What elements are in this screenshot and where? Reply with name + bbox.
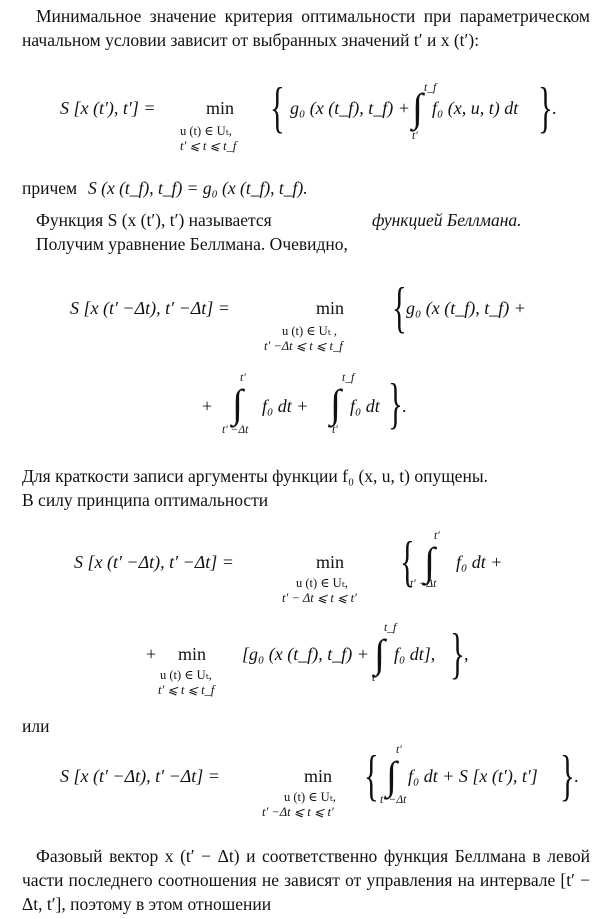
eq2-int2-body: f₀ dt [350,396,380,416]
eq2-body: g₀ (x (t_f), t_f) + [406,298,526,318]
eq2-right-brace: } [388,373,403,435]
eq2-int1-body: f₀ dt + [262,396,309,416]
eq3-int-body: f₀ dt + [456,552,503,572]
eq2-int1-sign: ∫ [232,381,243,426]
eq3-lhs: S [x (t′ −Δt), t′ −Δt] = [74,552,234,572]
eq3-int2-body: f₀ dt], [394,644,436,664]
eq1-right-brace: } [538,77,553,139]
eq1-int-upper: t_f [424,82,437,94]
eq1-int-lower: t′ [412,130,418,142]
eq3-min2: min [178,644,207,664]
eq2-int1-lower: t′ −Δt [222,424,249,436]
conjunction-or: или [22,716,50,736]
eq2-cond2: t′ −Δt ⩽ t ⩽ t_f [264,339,343,353]
eq1-cond2: t′ ⩽ t ⩽ t_f [180,139,237,153]
omitted-args-note: Для краткости записи аргументы функции f₀ (x, u, t) опущены. [22,466,488,486]
eq1-lhs: S [x (t′), t′] = [60,98,156,118]
eq2-int2-lower: t′ [332,424,338,436]
eq1-min: min [206,98,235,118]
eq4-min: min [304,766,333,786]
eq1-integral-sign: ∫ [412,85,423,130]
eq3-int2-sign: ∫ [374,631,385,676]
eq4-left-brace: { [364,745,379,807]
optimality-principle-intro: В силу принципа оптимальности [22,490,269,510]
eq3-body2: [g₀ (x (t_f), t_f) + [242,644,369,664]
eq3-cond3: u (t) ∈ Uₜ, [160,668,212,682]
eq3-plus: + [146,644,157,664]
boundary-condition-formula: S (x (t_f), t_f) = g₀ (x (t_f), t_f). [88,178,308,198]
eq3-int2-upper: t_f [384,622,397,634]
bellman-definition-text: Функция S (x (t′), t′) называется [36,210,272,230]
eq4-end: . [574,766,579,786]
eq2-cond1: u (t) ∈ Uₜ , [282,324,338,338]
eq4-cond2: t′ −Δt ⩽ t ⩽ t′ [262,805,334,819]
eq3-cond1: u (t) ∈ Uₜ, [296,576,348,590]
eq4-right-brace: } [560,745,575,807]
eq1-cond1: u (t) ∈ Uₜ, [180,124,232,138]
eq2-end: . [402,396,407,416]
eq4-cond1: u (t) ∈ Uₜ, [284,790,336,804]
paragraph-intro: Минимальное значение критерия оптимальности при параметрическом начальном условии зависит от выбранных значений t′ и x (t′): [22,6,590,50]
eq4-int-body: f₀ dt + S [x (t′), t′] [408,766,538,786]
eq4-int-sign: ∫ [386,753,397,798]
eq4-lhs: S [x (t′ −Δt), t′ −Δt] = [60,766,220,786]
eq1-left-brace: { [270,77,285,139]
eq3-cond4: t′ ⩽ t ⩽ t_f [158,683,215,697]
eq2-int1-upper: t′ [240,372,246,384]
eq3-int2-lower: t′ [372,672,378,684]
eq1-end: . [552,98,557,118]
eq3-int-sign: ∫ [424,539,435,584]
bellman-function-term: функцией Беллмана. [372,210,522,230]
eq3-min: min [316,552,345,572]
eq4-int-upper: t′ [396,744,402,756]
eq3-int-lower: t′ −Δt [410,578,437,590]
eq3-end: , [464,644,469,664]
eq3-right-brace: } [450,623,465,685]
eq2-min: min [316,298,345,318]
paragraph-phase-vector: Фазовый вектор x (t′ − Δt) и соответственно функция Беллмана в левой части последнего соотношения не зависят от управления на интервале [t′ − Δt, t′], поэтому в этом отношении [22,846,590,914]
eq2-left-brace: { [392,277,407,339]
eq3-cond2: t′ − Δt ⩽ t ⩽ t′ [282,591,357,605]
eq4-int-lower: t′ −Δt [380,794,407,806]
eq3-int-upper: t′ [434,530,440,542]
eq2-int2-sign: ∫ [330,381,341,426]
bellman-equation-intro: Получим уравнение Беллмана. Очевидно, [36,234,348,254]
eq3-left-brace: { [400,531,415,593]
paragraph-boundary-prefix: причем [22,178,78,198]
eq2-int2-upper: t_f [342,372,355,384]
eq2-lhs: S [x (t′ −Δt), t′ −Δt] = [70,298,230,318]
eq1-body: g₀ (x (t_f), t_f) + [290,98,410,118]
eq1-integrand: f₀ (x, u, t) dt [432,98,519,118]
eq2-plus: + [202,396,213,416]
